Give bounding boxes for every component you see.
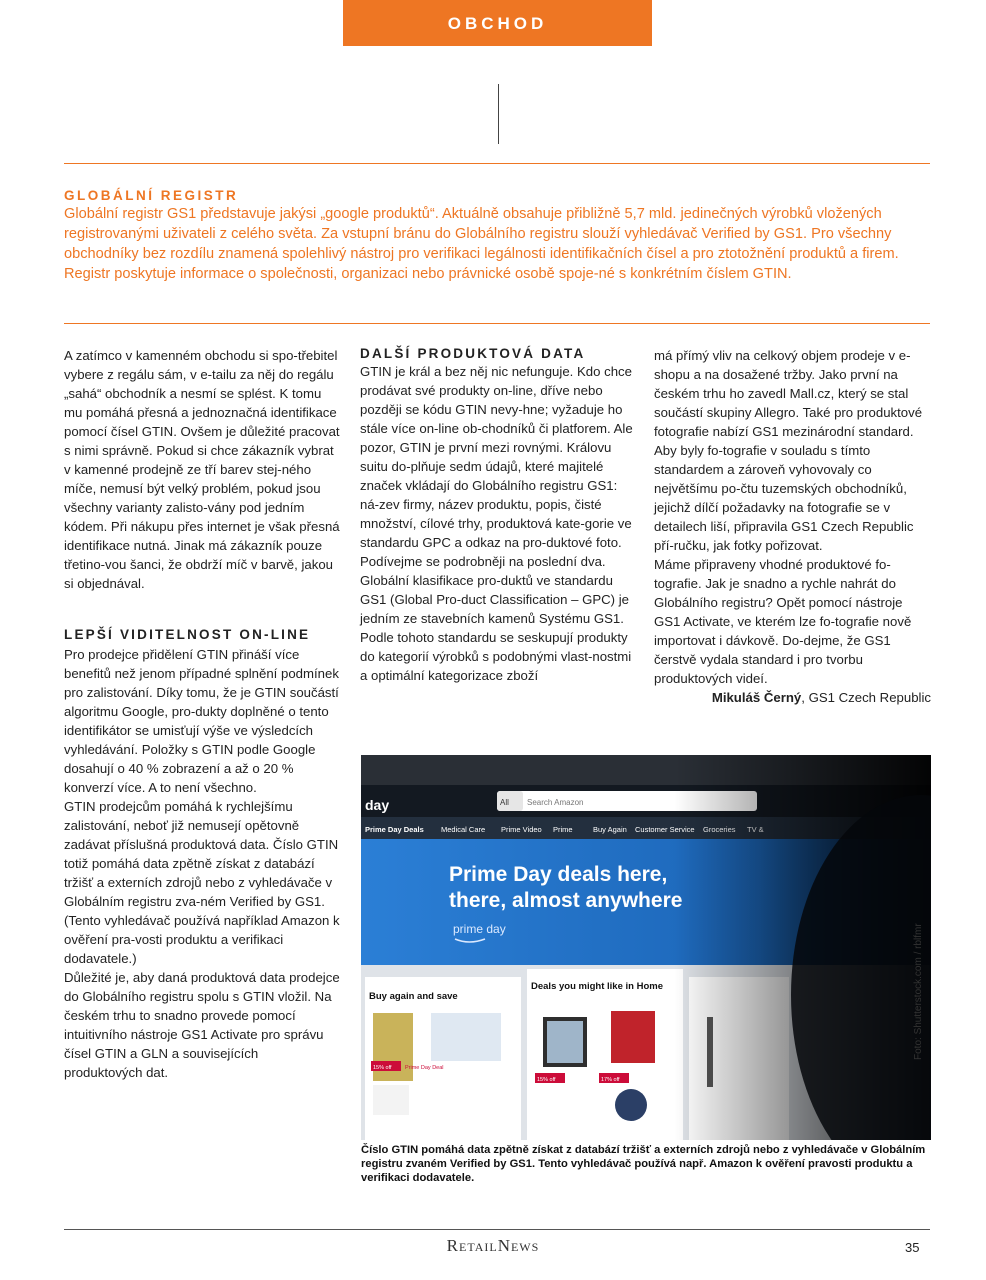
- intro-title: GLOBÁLNÍ REGISTR: [64, 188, 239, 203]
- article-photo: [361, 755, 931, 1140]
- col1-heading: LEPŠÍ VIDITELNOST ON-LINE: [64, 627, 311, 642]
- footer-rule: [64, 1229, 930, 1230]
- col1-paragraph-2: Pro prodejce přidělení GTIN přináší více benefitů než jenom případné splnění podmínek pro zalistování. Díky tomu, že je GTIN součástí algoritmu Google, pro-dukty doplněné o tento identifikátor se umisťují výše ve výsledcích vyhledávání. Položky s GTIN podle Google dosahují o 40 % zobrazení a až o 20 % konverzí více. A to není všechno.: [64, 647, 339, 795]
- page-number: 35: [905, 1240, 920, 1255]
- author-org: , GS1 Czech Republic: [801, 690, 931, 705]
- col1-paragraph-3: GTIN prodejcům pomáhá k rychlejšímu zalistování, neboť již nemusejí opětovně zadávat příslušná produktová data. Číslo GTIN totiž pomáhá data zpětně získat z databází tržišť a externích zdrojů nebo z vyhledávače v Globálním registru zva-ném Verified by GS1. (Tento vyhledávač používá například Amazon k ověření pra-vosti produktu a verifikaci dodavatele.): [64, 799, 340, 966]
- section-label: OBCHOD: [343, 0, 652, 46]
- intro-bottom-rule: [64, 323, 930, 324]
- intro-text: Globální registr GS1 představuje jakýsi „google produktů“. Aktuálně obsahuje přibližně 5,7 mld. jedinečných výrobků vložených registrovanými uživateli z celého světa. Za vstupní bránu do Globálního registru slouží vyhledávač Verified by GS1. Pro všechny obchodníky bez rozdílu znamená spolehlivý nástroj pro verifikaci legálnosti identifikačních čísel a pro ztotožnění produktů a firem. Registr poskytuje informace o společnosti, organizaci nebo právnické osobě spoje-né s konkrétním číslem GTIN.: [64, 206, 899, 282]
- col3-paragraph-1: má přímý vliv na celkový objem prodeje v e-shopu a na dosažené tržby. Jako první na českém trhu ho zavedl Mall.cz, který se stal součástí skupiny Allegro. Také pro produktové fotografie nabízí GS1 mezinárodní standard. Aby byly fo-tografie v souladu s tímto standardem a zároveň vyhovovaly co největšímu po-čtu tuzemských obchodníků, jejichž dílčí požadavky na fotografie se v detailech liší, připravila GS1 Czech Republic pří-ručku, jak fotky pořizovat.: [654, 348, 923, 553]
- column-3: [654, 346, 931, 707]
- col1-paragraph-1: A zatímco v kamenném obchodu si spo-třebitel vybere z regálu sám, v e-tailu za něj do regálu „sahá“ obchodník a nesmí se splést. K tomu mu pomáhá přesná a jednoznačná identifikace pomocí čísel GTIN. Ovšem je důležité pracovat s nimi správně. Pokud si chce zákazník vybrat v kamenné prodejně ze tří barev stej-ného míče, nemusí být velký problém, pokud jsou všechny varianty zalisto-vány pod jedním kódem. Při nákupu přes internet je však přesná identifikace nutná. Jinak má zákazník pouze třetino-vou šanci, že obdrží míč v barvě, jakou si objednával.: [64, 348, 340, 591]
- magazine-brand: RetailNews: [446, 1236, 540, 1255]
- photo-credit: Foto: Shutterstock.com / rblfmr: [913, 923, 924, 1060]
- col2-heading: DALŠÍ PRODUKTOVÁ DATA: [360, 346, 586, 361]
- vertical-divider: [498, 84, 499, 144]
- intro-box: [64, 188, 930, 284]
- author-signature: [654, 688, 931, 707]
- column-2: [360, 346, 635, 685]
- author-name: Mikuláš Černý: [711, 690, 802, 705]
- photo-caption: Číslo GTIN pomáhá data zpětně získat z databází tržišť a externích zdrojů nebo z vyhledávače v Globálním registru zvaném Verified by GS1. Tento vyhledávač používá např. Amazon k ověření pravosti produktu a verifikaci dodavatele.: [361, 1144, 926, 1184]
- photo-illustration: [361, 755, 931, 1140]
- col3-paragraph-2: Máme připraveny vhodné produktové fo-tografie. Jak je snadno a rychle nahrát do Globálního registru? Opět pomocí nástroje GS1 Activate, ve kterém lze fo-tografie nově importovat i dávkově. Do-dejme, že GS1 čerstvě vydala standard i pro tvorbu produktových videí.: [654, 557, 912, 686]
- column-1: [64, 346, 340, 1082]
- intro-top-rule: [64, 163, 930, 164]
- col2-paragraph-1: GTIN je král a bez něj nic nefunguje. Kdo chce prodávat své produkty on-line, dříve nebo později se kódu GTIN nevy-hne; vyžaduje ho stále více on-line ob-chodníků či platforem. Ale pozor, GTIN je první mezi rovnými. Královu suitu do-plňuje sedm údajů, které majitelé značek vkládají do Globálního registru GS1: ná-zev firmy, název produktu, popis, čisté množství, cílové trhy, produktová kate-gorie ve standardu GPC a odkaz na pro-duktové foto. Podívejme se podrobněji na poslední dva. Globální klasifikace pro-duktů ve standardu GS1 (Global Pro-duct Classification – GPC) je jedním ze stavebních kamenů Systému GS1. Podle tohoto standardu se seskupují produkty do kategorií výrobků s podobnými vlast-nostmi a optimální kategorizace zboží: [360, 364, 633, 683]
- col1-paragraph-4: Důležité je, aby daná produktová data prodejce do Globálního registru spolu s GTIN vložil. Na českém trhu to snadno provede pomocí intuitivního nástroje GS1 Activate pro správu čísel GTIN a GLN a souvisejících produktových dat.: [64, 970, 340, 1080]
